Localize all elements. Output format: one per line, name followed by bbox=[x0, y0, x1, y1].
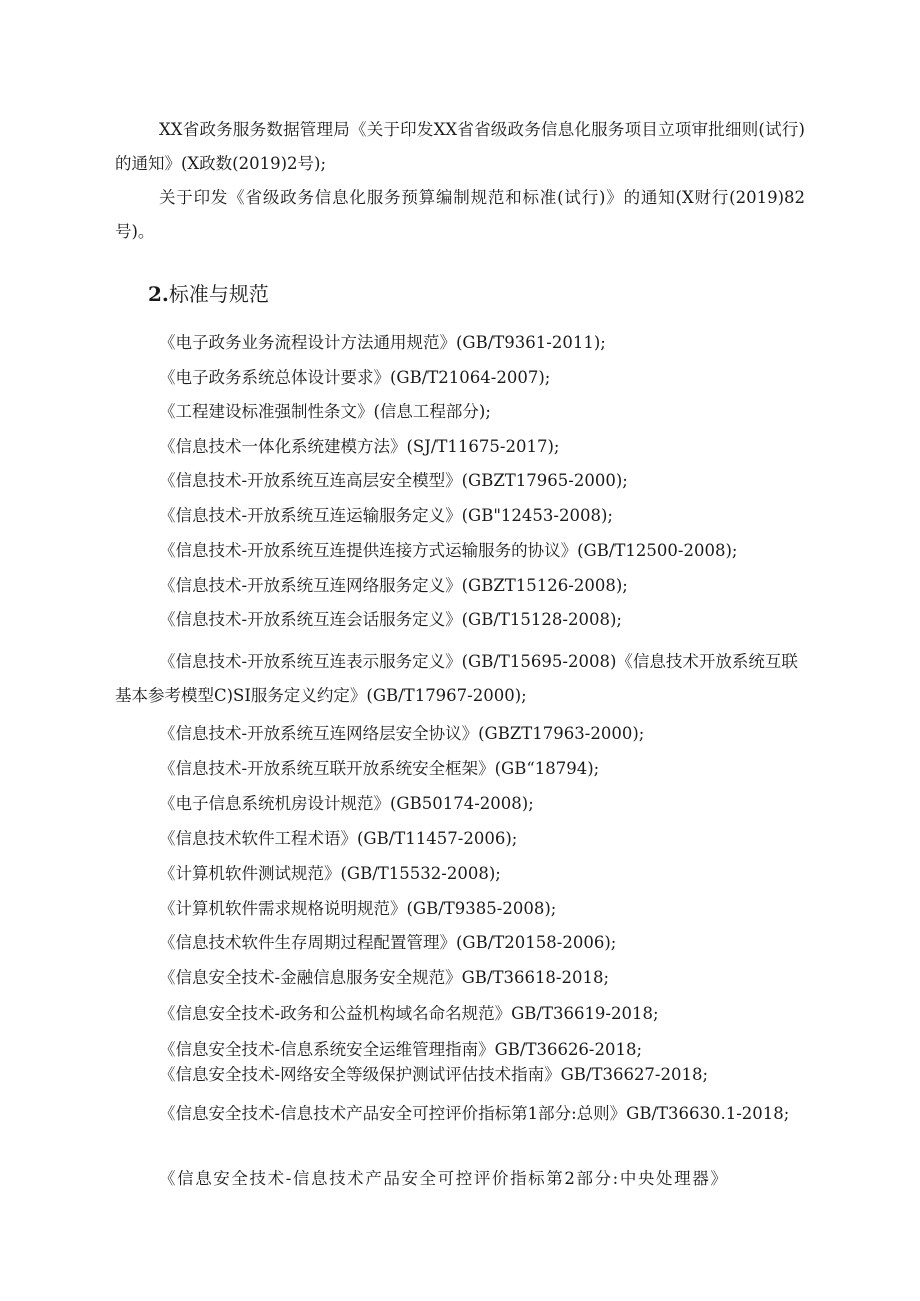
standard-item: 《信息技术-开放系统互连会话服务定义》(GB/T15128-2008); bbox=[159, 610, 622, 629]
standard-item: 《信息安全技术-信息系统安全运维管理指南》GB/T36626-2018; bbox=[159, 1040, 643, 1059]
standard-item: 《信息安全技术-信息技术产品安全可控评价指标第2部分:中央处理器》 bbox=[159, 1169, 729, 1188]
section-number: 2. bbox=[148, 282, 169, 306]
standard-item: 《信息安全技术-信息技术产品安全可控评价指标第1部分:总则》GB/T36630.1-2018; bbox=[159, 1104, 790, 1123]
standard-item: 《信息技术一体化系统建模方法》(SJ/T11675-2017); bbox=[159, 437, 560, 456]
standard-item: 《电子政务业务流程设计方法通用规范》(GB/T9361-2011); bbox=[159, 333, 606, 352]
standard-item: 《信息技术-开放系统互连网络服务定义》(GBZT15126-2008); bbox=[159, 576, 628, 595]
section-heading bbox=[148, 279, 269, 309]
standard-item: 《计算机软件测试规范》(GB/T15532-2008); bbox=[159, 864, 501, 883]
standard-item: 《信息安全技术-金融信息服务安全规范》GB/T36618-2018; bbox=[159, 968, 610, 987]
standard-item: 《工程建设标准强制性条文》(信息工程部分); bbox=[159, 402, 491, 421]
standard-item: 《信息技术-开放系统互联开放系统安全框架》(GB“18794); bbox=[159, 759, 600, 778]
standard-item: 《信息技术-开放系统互连表示服务定义》(GB/T15695-2008)《信息技术开放系统互联基本参考模型C)SI服务定义约定》(GB/T17967-2000); bbox=[115, 652, 798, 705]
standard-item: 《信息技术-开放系统互连网络层安全协议》(GBZT17963-2000); bbox=[159, 724, 645, 743]
intro-paragraph-1: XX省政务服务数据管理局《关于印发XX省省级政务信息化服务项目立项审批细则(试行)的通知》(X政数(2019)2号); bbox=[115, 120, 805, 173]
standard-item: 《电子政务系统总体设计要求》(GB/T21064-2007); bbox=[159, 368, 551, 387]
standard-item: 《信息安全技术-政务和公益机构域名命名规范》GB/T36619-2018; bbox=[159, 1004, 659, 1023]
standard-item: 《信息技术-开放系统互连运输服务定义》(GB"12453-2008); bbox=[159, 506, 613, 525]
standard-item: 《信息技术-开放系统互连高层安全模型》(GBZT17965-2000); bbox=[159, 471, 628, 490]
standard-item: 《信息技术软件生存周期过程配置管理》(GB/T20158-2006); bbox=[159, 933, 617, 952]
intro-paragraph-2: 关于印发《省级政务信息化服务预算编制规范和标准(试行)》的通知(X财行(2019)82号)。 bbox=[115, 188, 805, 241]
standard-item: 《计算机软件需求规格说明规范》(GB/T9385-2008); bbox=[159, 899, 557, 918]
standard-item: 《信息技术-开放系统互连提供连接方式运输服务的协议》(GB/T12500-2008); bbox=[159, 541, 738, 560]
section-title: 标准与规范 bbox=[168, 282, 269, 306]
standard-item: 《信息安全技术-网络安全等级保护测试评估技术指南》GB/T36627-2018; bbox=[159, 1065, 709, 1084]
standard-item: 《信息技术软件工程术语》(GB/T11457-2006); bbox=[159, 829, 518, 848]
standard-item: 《电子信息系统机房设计规范》(GB50174-2008); bbox=[159, 794, 534, 813]
